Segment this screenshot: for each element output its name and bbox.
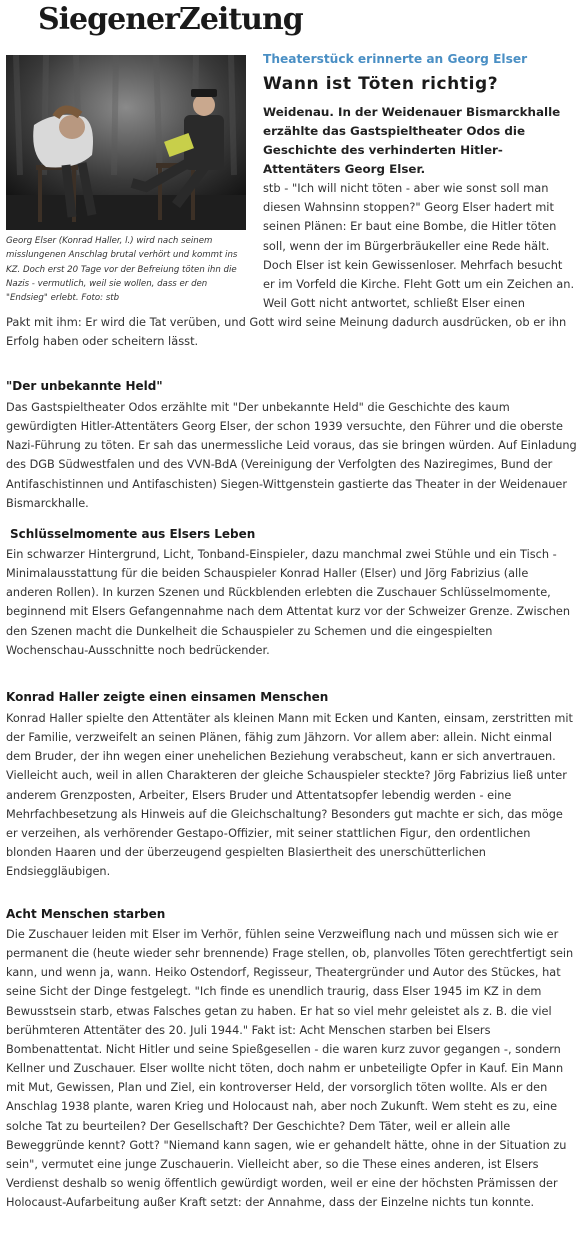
section-heading-unbekannte-held: "Der unbekannte Held" bbox=[6, 379, 163, 393]
article-intro-column: stb - "Ich will nicht töten - aber wie sonst soll man diesen Wahnsinn stoppen?" Georg Elser hadert mit seinen Plänen: Er baut eine Bombe, die Hitler töten soll, wenn der im Bürgerbräukeller eine Rede hält. Doch Elser ist kein Gewissenloser. Mehrfach besucht er im Vorfeld die Kirche. Fleht Gott um ein Zeichen an. Weil Gott nicht antwortet, schließt Elser einen bbox=[263, 181, 575, 311]
article-headline: Wann ist Töten richtig? bbox=[263, 74, 499, 94]
article-photo bbox=[6, 55, 246, 230]
section-text-acht-menschen: Die Zuschauer leiden mit Elser im Verhör, fühlen seine Verzweiflung nach und müssen sich wie er permanent die (heute wieder sehr brennende) Frage stellen, ob, planvolles Töten gerechtfertigt sein kann, und wenn ja, wann. Heiko Ostendorf, Regisseur, Theatergründer und Autor des Stückes, hat seine Sicht der Dinge festgelegt. "Ich finde es unendlich traurig, dass Elser 1945 im KZ in dem Bewusstsein starb, etwas Falsches getan zu haben. Er hat so viel mehr geleistet als z. B. die viel berühmteren Attentäter des 20. Juli 1944." Fakt ist: Acht Menschen starben bei Elsers Bombenattentat. Nicht Hitler und seine Spießgesellen - die waren kurz zuvor gegangen -, sondern Kellner und Zuschauer. Elser wollte nicht töten, doch nahm er unbeteiligte Opfer in Kauf. Ein Mann mit Mut, Gewissen, Plan und Ziel, ein kontroverser Held, der vorsorglich töten wollte. Als er den Anschlag 1938 plante, waren Krieg und Holocaust nah, aber noch Zukunft. Wem steht es zu, eine solche Tat zu beurteilen? Der Gesellschaft? Der Geschichte? Dem Täter, weil er allein alle Beweggründe kennt? Gott? "Niemand kann sagen, wie er gehandelt hätte, ohne in der Situation zu sein", vermutet eine junge Zuschauerin. Vielleicht aber, so die These eines anderen, ist Elsers Verdienst deshalb so wenig öffentlich gewürdigt worden, weil er eine der höchsten Prämissen der Holocaust-Aufarbeitung außer Kraft setzt: der Annahme, dass der Einzelne nichts tun konnte. bbox=[6, 928, 574, 1210]
section-text-konrad-haller: Konrad Haller spielte den Attentäter als kleinen Mann mit Ecken und Kanten, einsam, zerstritten mit der Familie, verzweifelt an seinen Plänen, fähig zum Jähzorn. Vor allem aber: allein. Nicht einmal dem Bruder, der ihn wegen einer unehelichen Beziehung verabscheut, kann er sich anvertrauen. Vielleicht auch, weil in allen Charakteren der gleiche Schauspieler steckte? Jörg Fabrizius ließ unter anderem Grenzposten, Arbeiter, Elsers Bruder und Attentatsopfer lebendig werden - eine Mehrfachbesetzung als Hinweis auf die Gleichschaltung? Besonders gut machte er sich, das möge er verzeihen, als verhörender Gestapo-Offizier, mit seiner stattlichen Figur, den ordentlichen blonden Haaren und der überzeugend gespielten Blasiertheit des unerschütterlichen Endsieggläubigen. bbox=[6, 712, 573, 879]
section-text-schluesselmomente: Ein schwarzer Hintergrund, Licht, Tonband-Einspieler, dazu manchmal zwei Stühle und ein Tisch - Minimalausstattung für die beiden Schauspieler Konrad Haller (Elser) und Jörg Fabrizius (alle anderen Rollen). In kurzen Szenen und Rückblenden erlebten die Zuschauer Schlüsselmomente, beginnend mit Elsers Gefangennahme nach dem Attentat kurz vor der Schweizer Grenze. Zwischen den Szenen macht die Dunkelheit die Schauspieler zu Schemen und die eingespielten Wochenschau-Ausschnitte noch bedrückender. bbox=[6, 548, 570, 657]
stage-photo-icon bbox=[6, 55, 246, 230]
section-text-unbekannte-held: Das Gastspieltheater Odos erzählte mit "Der unbekannte Held" die Geschichte des kaum gewürdigten Hitler-Attentäters Georg Elser, der schon 1939 versuchte, den Führer und die oberste Nazi-Führung zu töten. Er sah das unermessliche Leid voraus, das sie bringen würden. Auf Einladung des DGB Südwestfalen und des VVN-BdA (Vereinigung der Verfolgten des Naziregimes, Bund der Antifaschistinnen und Antifaschisten) Siegen-Wittgenstein gastierte das Theater in der Weidenauer Bismarckhalle. bbox=[6, 401, 577, 510]
section-heading-konrad-haller: Konrad Haller zeigte einen einsamen Menschen bbox=[6, 690, 329, 704]
article-intro-continuation: Pakt mit ihm: Er wird die Tat verüben, und Gott wird seine Meinung dadurch ausdrücken, ob er ihn Erfolg haben oder scheitern lässt. bbox=[6, 315, 567, 349]
article-lead: Weidenau. In der Weidenauer Bismarckhalle erzählte das Gastspieltheater Odos die Geschichte des verhinderten Hitler-Attentäters Georg Elser. bbox=[263, 105, 561, 176]
article-kicker: Theaterstück erinnerte an Georg Elser bbox=[263, 52, 528, 66]
section-heading-schluesselmomente: Schlüsselmomente aus Elsers Leben bbox=[10, 527, 256, 541]
newspaper-masthead: SiegenerZeitung bbox=[38, 2, 303, 37]
photo-caption: Georg Elser (Konrad Haller, l.) wird nach seinem misslungenen Anschlag brutal verhört und kommt ins KZ. Doch erst 20 Tage vor der Befreiung töten ihn die Nazis - vermutlich, weil sie wollen, dass er den "Endsieg" erlebt. Foto: stb bbox=[6, 236, 238, 304]
section-heading-acht-menschen: Acht Menschen starben bbox=[6, 907, 166, 921]
